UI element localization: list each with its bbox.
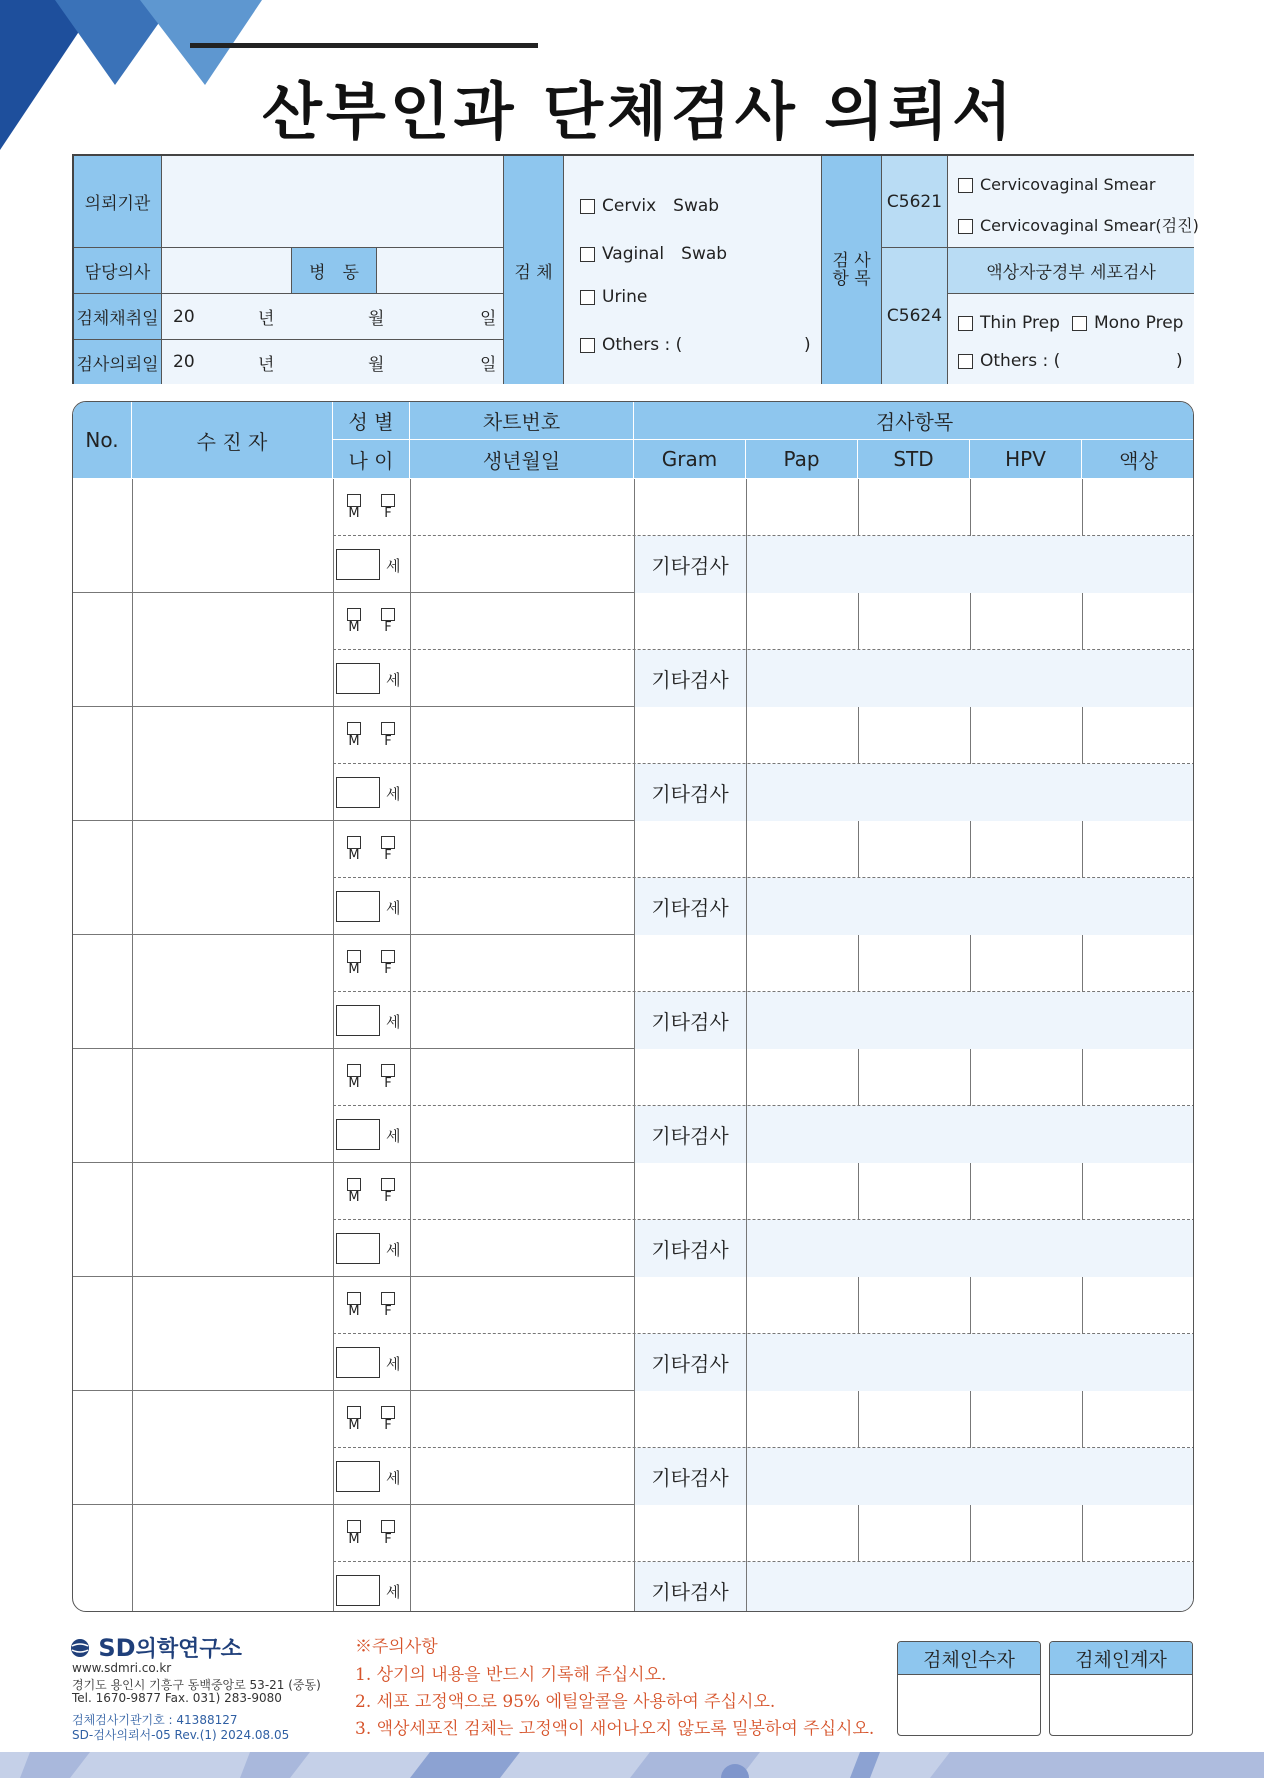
- hpv-cell[interactable]: [970, 707, 1082, 764]
- male-label: M: [348, 1076, 360, 1091]
- male-label: M: [348, 1532, 360, 1547]
- website: www.sdmri.co.kr: [72, 1661, 172, 1675]
- test-items-label: 검 사 항 목: [822, 156, 882, 384]
- document-number: SD-검사의뢰서-05 Rev.(1) 2024.08.05: [72, 1728, 290, 1742]
- birth-date-cell[interactable]: [410, 764, 634, 821]
- column-divider: [333, 1505, 334, 1612]
- no-cell[interactable]: [73, 1505, 132, 1612]
- age-unit: 세: [386, 785, 401, 803]
- hpv-cell[interactable]: [970, 1277, 1082, 1334]
- chart-number-cell[interactable]: [410, 1049, 634, 1106]
- male-label: M: [348, 962, 360, 977]
- male-label: M: [348, 506, 360, 521]
- age-unit: 세: [386, 1013, 401, 1031]
- liquid-cell[interactable]: [1082, 1391, 1194, 1448]
- doctor-field[interactable]: [162, 248, 292, 294]
- ward-label: 병 동: [292, 248, 377, 294]
- chart-number-cell[interactable]: [410, 821, 634, 878]
- age-unit: 세: [386, 1469, 401, 1487]
- code-c5621: C5621: [882, 156, 948, 248]
- table-row: [73, 1505, 1194, 1612]
- no-cell[interactable]: [73, 479, 132, 593]
- pap-cell[interactable]: [746, 479, 858, 536]
- header-pap: Pap: [746, 440, 858, 479]
- pap-cell[interactable]: [746, 821, 858, 878]
- male-label: M: [348, 620, 360, 635]
- age-input[interactable]: [336, 1575, 380, 1606]
- other-test-field[interactable]: [746, 878, 1194, 935]
- request-info-table: [72, 154, 1199, 384]
- pap-cell[interactable]: [746, 1049, 858, 1106]
- header-no: No.: [73, 402, 132, 479]
- std-cell[interactable]: [858, 935, 970, 992]
- female-label: F: [384, 1076, 392, 1091]
- header-chart-number: 차트번호: [410, 402, 634, 440]
- checkbox-icon[interactable]: [580, 338, 595, 353]
- age-input[interactable]: [336, 663, 380, 694]
- column-divider: [333, 1049, 334, 1163]
- specimen-label: 검 체: [504, 156, 564, 384]
- year-prefix: 20: [173, 306, 195, 327]
- pap-cell[interactable]: [746, 593, 858, 650]
- birth-date-cell[interactable]: [410, 1220, 634, 1277]
- std-cell[interactable]: [858, 821, 970, 878]
- others-close-paren: ): [1176, 351, 1183, 371]
- doctor-label: 담당의사: [74, 248, 162, 294]
- hpv-cell[interactable]: [970, 821, 1082, 878]
- liquid-cell[interactable]: [1082, 479, 1194, 536]
- checkbox-icon[interactable]: [580, 199, 595, 214]
- table-row: [73, 707, 1194, 821]
- other-test-field[interactable]: [746, 1106, 1194, 1163]
- year-label: 년: [258, 354, 275, 375]
- birth-date-cell[interactable]: [410, 878, 634, 935]
- age-input[interactable]: [336, 1347, 380, 1378]
- option-others[interactable]: Others : (: [958, 351, 1060, 371]
- option-mono-prep[interactable]: Mono Prep: [1072, 313, 1183, 333]
- institution-field[interactable]: [162, 156, 504, 248]
- other-test-field[interactable]: [746, 536, 1194, 593]
- pap-cell[interactable]: [746, 1505, 858, 1562]
- other-test-label: 기타검사: [634, 1334, 746, 1391]
- female-label: F: [384, 1532, 392, 1547]
- age-unit: 세: [386, 1241, 401, 1259]
- age-unit: 세: [386, 899, 401, 917]
- pap-cell[interactable]: [746, 1163, 858, 1220]
- pap-cell[interactable]: [746, 1391, 858, 1448]
- agency-number: 검체검사기관기호 : 41388127: [72, 1713, 238, 1727]
- gram-cell[interactable]: [634, 707, 746, 764]
- column-divider: [333, 935, 334, 1049]
- checkbox-icon[interactable]: [1072, 316, 1087, 331]
- age-unit: 세: [386, 1355, 401, 1373]
- gram-cell[interactable]: [634, 479, 746, 536]
- age-input[interactable]: [336, 1005, 380, 1036]
- month-label: 월: [368, 354, 385, 375]
- notice-line: 2. 세포 고정액으로 95% 에틸알콜을 사용하여 주십시오.: [355, 1692, 776, 1712]
- birth-date-cell[interactable]: [410, 1448, 634, 1505]
- column-divider: [333, 479, 334, 593]
- column-divider: [333, 1163, 334, 1277]
- female-label: F: [384, 848, 392, 863]
- header-age: 나 이: [333, 440, 410, 479]
- other-test-label: 기타검사: [634, 992, 746, 1049]
- globe-icon: [70, 1638, 90, 1658]
- year-prefix: 20: [173, 352, 195, 372]
- table-row: [73, 479, 1194, 593]
- day-label: 일: [480, 354, 497, 375]
- hpv-cell[interactable]: [970, 479, 1082, 536]
- female-label: F: [384, 620, 392, 635]
- liquid-cell[interactable]: [1082, 1049, 1194, 1106]
- specimen-option-others[interactable]: Others : (: [580, 335, 682, 355]
- no-cell[interactable]: [73, 1049, 132, 1163]
- institute-logo: [70, 1632, 242, 1663]
- no-cell[interactable]: [73, 1163, 132, 1277]
- column-divider: [333, 593, 334, 707]
- bottom-decoration: [0, 1752, 1264, 1778]
- notice-line: 3. 액상세포진 검체는 고정액이 새어나오지 않도록 밀봉하여 주십시오.: [355, 1719, 875, 1739]
- patient-name-cell[interactable]: [132, 1391, 333, 1505]
- female-label: F: [384, 962, 392, 977]
- address: 경기도 용인시 기흥구 동백중앙로 53-21 (중동): [72, 1678, 321, 1692]
- no-cell[interactable]: [73, 1277, 132, 1391]
- column-divider: [333, 821, 334, 935]
- patient-table: [72, 401, 1194, 1612]
- std-cell[interactable]: [858, 1391, 970, 1448]
- notice-title: ※주의사항: [355, 1637, 438, 1657]
- collection-date-field[interactable]: [162, 294, 504, 340]
- male-label: M: [348, 1304, 360, 1319]
- collection-date-label: 검체채취일: [74, 294, 162, 340]
- liquid-cell[interactable]: [1082, 1505, 1194, 1562]
- c5624-options: [948, 294, 1194, 384]
- patient-name-cell[interactable]: [132, 1163, 333, 1277]
- title-rule: [190, 43, 538, 48]
- no-cell[interactable]: [73, 935, 132, 1049]
- patient-name-cell[interactable]: [132, 707, 333, 821]
- liquid-cell[interactable]: [1082, 821, 1194, 878]
- chart-number-cell[interactable]: [410, 1277, 634, 1334]
- logo-text: 의학연구소: [135, 1637, 242, 1662]
- age-input[interactable]: [336, 1461, 380, 1492]
- header-test-items: 검사항목: [634, 402, 1194, 440]
- table-row: [73, 1049, 1194, 1163]
- other-test-label: 기타검사: [634, 764, 746, 821]
- age-unit: 세: [386, 671, 401, 689]
- other-test-field[interactable]: [746, 1334, 1194, 1391]
- header-sex: 성 별: [333, 402, 410, 440]
- checkbox-icon[interactable]: [958, 316, 973, 331]
- female-label: F: [384, 1190, 392, 1205]
- std-cell[interactable]: [858, 1049, 970, 1106]
- other-test-label: 기타검사: [634, 1562, 746, 1612]
- liquid-cell[interactable]: [1082, 707, 1194, 764]
- patient-name-cell[interactable]: [132, 821, 333, 935]
- patient-name-cell[interactable]: [132, 1505, 333, 1612]
- chart-number-cell[interactable]: [410, 935, 634, 992]
- pap-cell[interactable]: [746, 935, 858, 992]
- age-input[interactable]: [336, 549, 380, 580]
- no-cell[interactable]: [73, 593, 132, 707]
- female-label: F: [384, 506, 392, 521]
- ward-field[interactable]: [377, 248, 504, 294]
- gram-cell[interactable]: [634, 821, 746, 878]
- chart-number-cell[interactable]: [410, 479, 634, 536]
- other-test-field[interactable]: [746, 1562, 1194, 1612]
- birth-date-cell[interactable]: [410, 536, 634, 593]
- other-test-label: 기타검사: [634, 536, 746, 593]
- std-cell[interactable]: [858, 707, 970, 764]
- male-label: M: [348, 734, 360, 749]
- request-date-field[interactable]: [162, 340, 504, 384]
- liquid-cell[interactable]: [1082, 593, 1194, 650]
- code-c5624: C5624: [882, 248, 948, 384]
- gram-cell[interactable]: [634, 1505, 746, 1562]
- hpv-cell[interactable]: [970, 1049, 1082, 1106]
- std-cell[interactable]: [858, 593, 970, 650]
- other-test-field[interactable]: [746, 764, 1194, 821]
- corner-decoration: [0, 0, 270, 160]
- checkbox-icon[interactable]: [958, 178, 973, 193]
- other-test-field[interactable]: [746, 650, 1194, 707]
- specimen-option-cervix[interactable]: Cervix Swab: [580, 191, 719, 216]
- hpv-cell[interactable]: [970, 1391, 1082, 1448]
- birth-date-cell[interactable]: [410, 992, 634, 1049]
- patient-name-cell[interactable]: [132, 1049, 333, 1163]
- header-gram: Gram: [634, 440, 746, 479]
- no-cell[interactable]: [73, 821, 132, 935]
- table-row: [73, 821, 1194, 935]
- other-test-label: 기타검사: [634, 650, 746, 707]
- birth-date-cell[interactable]: [410, 650, 634, 707]
- column-divider: [333, 1277, 334, 1391]
- specimen-options: [564, 156, 822, 384]
- no-cell[interactable]: [73, 707, 132, 821]
- liquid-cell[interactable]: [1082, 1163, 1194, 1220]
- logo-mark: SD: [98, 1634, 136, 1662]
- other-test-label: 기타검사: [634, 1106, 746, 1163]
- institution-label: 의뢰기관: [74, 156, 162, 248]
- age-input[interactable]: [336, 1233, 380, 1264]
- patient-name-cell[interactable]: [132, 935, 333, 1049]
- male-label: M: [348, 1418, 360, 1433]
- checkbox-icon[interactable]: [958, 354, 973, 369]
- male-label: M: [348, 848, 360, 863]
- pap-cell[interactable]: [746, 707, 858, 764]
- page-title: 산부인과 단체검사 의뢰서: [262, 75, 1016, 148]
- day-label: 일: [480, 309, 497, 329]
- age-input[interactable]: [336, 1119, 380, 1150]
- hpv-cell[interactable]: [970, 1163, 1082, 1220]
- age-input[interactable]: [336, 777, 380, 808]
- age-unit: 세: [386, 557, 401, 575]
- checkbox-icon[interactable]: [580, 290, 595, 305]
- specimen-option-vaginal[interactable]: Vaginal Swab: [580, 239, 727, 264]
- patient-name-cell[interactable]: [132, 479, 333, 593]
- std-cell[interactable]: [858, 1505, 970, 1562]
- chart-number-cell[interactable]: [410, 1391, 634, 1448]
- pap-cell[interactable]: [746, 1277, 858, 1334]
- table-row: [73, 1277, 1194, 1391]
- patient-name-cell[interactable]: [132, 593, 333, 707]
- option-thin-prep[interactable]: Thin Prep: [958, 313, 1060, 333]
- column-divider: [333, 1391, 334, 1505]
- other-test-label: 기타검사: [634, 1220, 746, 1277]
- table-row: [73, 1163, 1194, 1277]
- option-cervicovaginal-smear-checkup[interactable]: Cervicovaginal Smear(검진): [958, 213, 1199, 236]
- option-cervicovaginal-smear[interactable]: Cervicovaginal Smear: [958, 175, 1155, 194]
- receiver-signature-box[interactable]: [897, 1641, 1041, 1736]
- hpv-cell[interactable]: [970, 1505, 1082, 1562]
- others-close-paren: ): [804, 335, 811, 355]
- month-label: 월: [368, 309, 385, 329]
- handover-label: 검체인계자: [1050, 1642, 1192, 1675]
- hpv-cell[interactable]: [970, 935, 1082, 992]
- chart-number-cell[interactable]: [410, 1163, 634, 1220]
- header-std: STD: [858, 440, 970, 479]
- lbc-title: 액상자궁경부 세포검사: [948, 248, 1194, 294]
- c5621-options: [948, 156, 1199, 248]
- female-label: F: [384, 1304, 392, 1319]
- other-test-field[interactable]: [746, 1220, 1194, 1277]
- female-label: F: [384, 734, 392, 749]
- gram-cell[interactable]: [634, 593, 746, 650]
- gram-cell[interactable]: [634, 1049, 746, 1106]
- liquid-cell[interactable]: [1082, 935, 1194, 992]
- table-row: [73, 593, 1194, 707]
- table-row: [73, 935, 1194, 1049]
- notice-line: 1. 상기의 내용을 반드시 기록해 주십시오.: [355, 1665, 667, 1685]
- contact: Tel. 1670-9877 Fax. 031) 283-9080: [72, 1691, 282, 1705]
- no-cell[interactable]: [73, 1391, 132, 1505]
- chart-number-cell[interactable]: [410, 1505, 634, 1562]
- table-row: [73, 1391, 1194, 1505]
- patient-name-cell[interactable]: [132, 1277, 333, 1391]
- age-input[interactable]: [336, 891, 380, 922]
- specimen-option-urine[interactable]: Urine: [580, 287, 647, 307]
- other-test-field[interactable]: [746, 992, 1194, 1049]
- birth-date-cell[interactable]: [410, 1106, 634, 1163]
- std-cell[interactable]: [858, 479, 970, 536]
- birth-date-cell[interactable]: [410, 1562, 634, 1612]
- age-unit: 세: [386, 1127, 401, 1145]
- request-date-label: 검사의뢰일: [74, 340, 162, 384]
- chart-number-cell[interactable]: [410, 593, 634, 650]
- gram-cell[interactable]: [634, 1163, 746, 1220]
- handover-signature-box[interactable]: [1049, 1641, 1193, 1736]
- male-label: M: [348, 1190, 360, 1205]
- gram-cell[interactable]: [634, 1277, 746, 1334]
- std-cell[interactable]: [858, 1163, 970, 1220]
- gram-cell[interactable]: [634, 935, 746, 992]
- header-birth-date: 생년월일: [410, 440, 634, 479]
- gram-cell[interactable]: [634, 1391, 746, 1448]
- column-divider: [333, 707, 334, 821]
- age-unit: 세: [386, 1583, 401, 1601]
- chart-number-cell[interactable]: [410, 707, 634, 764]
- birth-date-cell[interactable]: [410, 1334, 634, 1391]
- other-test-label: 기타검사: [634, 878, 746, 935]
- checkbox-icon[interactable]: [958, 219, 973, 234]
- year-label: 년: [258, 309, 275, 329]
- receiver-label: 검체인수자: [898, 1642, 1040, 1675]
- other-test-label: 기타검사: [634, 1448, 746, 1505]
- checkbox-icon[interactable]: [580, 247, 595, 262]
- header-hpv: HPV: [970, 440, 1082, 479]
- female-label: F: [384, 1418, 392, 1433]
- header-patient: 수 진 자: [132, 402, 333, 479]
- other-test-field[interactable]: [746, 1448, 1194, 1505]
- hpv-cell[interactable]: [970, 593, 1082, 650]
- std-cell[interactable]: [858, 1277, 970, 1334]
- liquid-cell[interactable]: [1082, 1277, 1194, 1334]
- header-liquid: 액상: [1082, 440, 1194, 479]
